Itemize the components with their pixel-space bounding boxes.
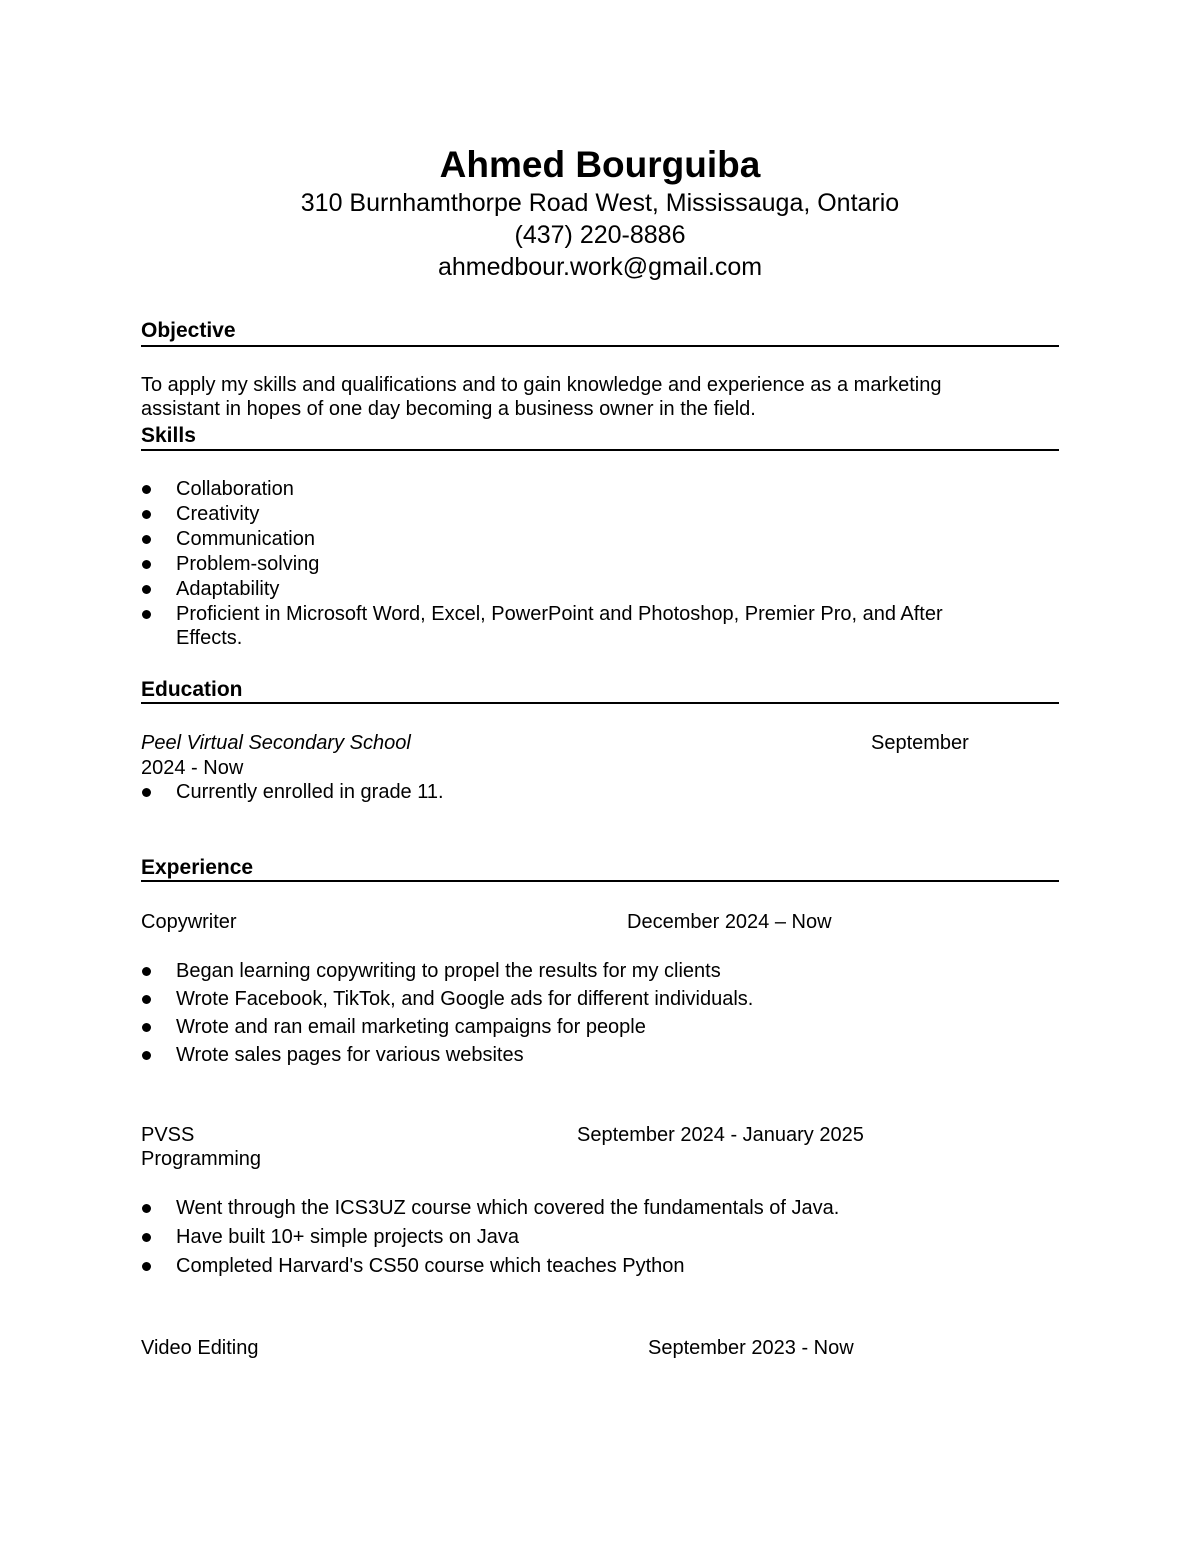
bullet-icon: [142, 1023, 151, 1032]
section-heading-experience: Experience: [141, 856, 254, 879]
job-item: Completed Harvard's CS50 course which teaches Python: [176, 1255, 685, 1277]
bullet-icon: [142, 967, 151, 976]
job-item: Wrote sales pages for various websites: [176, 1044, 524, 1066]
section-heading-skills: Skills: [141, 424, 196, 447]
job-item: Went through the ICS3UZ course which covered the fundamentals of Java.: [176, 1197, 840, 1219]
job-dates: September 2023 - Now: [648, 1337, 854, 1359]
job-dates: September 2024 - January 2025: [577, 1124, 864, 1146]
school-name: Peel Virtual Secondary School: [141, 732, 411, 754]
skill-item: Communication: [176, 528, 315, 550]
section-divider: [141, 702, 1059, 704]
bullet-icon: [142, 1233, 151, 1242]
job-item: Wrote and ran email marketing campaigns for people: [176, 1016, 646, 1038]
job-dates: December 2024 – Now: [627, 911, 832, 933]
skill-item-continuation: Effects.: [176, 627, 243, 649]
phone-number: (437) 220-8886: [514, 221, 686, 249]
bullet-icon: [142, 1204, 151, 1213]
job-subtitle: Programming: [141, 1148, 262, 1170]
job-item: Began learning copywriting to propel the results for my clients: [176, 960, 721, 982]
section-heading-education: Education: [141, 678, 243, 701]
bullet-icon: [142, 610, 151, 619]
skill-item: Problem-solving: [176, 553, 320, 575]
education-date-end: 2024 - Now: [141, 757, 244, 779]
bullet-icon: [142, 560, 151, 569]
bullet-icon: [142, 1262, 151, 1271]
resume-name: Ahmed Bourguiba: [439, 144, 761, 185]
job-title: Copywriter: [141, 911, 237, 933]
objective-line-2: assistant in hopes of one day becoming a business owner in the field.: [141, 398, 756, 420]
education-date-start: September: [871, 732, 969, 754]
skill-item: Collaboration: [176, 478, 294, 500]
bullet-icon: [142, 788, 151, 797]
section-heading-objective: Objective: [141, 319, 236, 342]
job-item: Have built 10+ simple projects on Java: [176, 1226, 519, 1248]
section-divider: [141, 880, 1059, 882]
email-address: ahmedbour.work@gmail.com: [437, 253, 763, 281]
job-title: Video Editing: [141, 1337, 259, 1359]
section-divider: [141, 449, 1059, 451]
address: 310 Burnhamthorpe Road West, Mississauga, Ontario: [300, 189, 900, 217]
bullet-icon: [142, 1051, 151, 1060]
education-item: Currently enrolled in grade 11.: [176, 781, 444, 803]
skill-item: Adaptability: [176, 578, 280, 600]
job-title: PVSS: [141, 1124, 195, 1146]
objective-line-1: To apply my skills and qualifications and to gain knowledge and experience as a marketing: [141, 374, 942, 396]
skill-item: Creativity: [176, 503, 260, 525]
bullet-icon: [142, 995, 151, 1004]
skill-item: Proficient in Microsoft Word, Excel, PowerPoint and Photoshop, Premier Pro, and After: [176, 603, 943, 625]
job-item: Wrote Facebook, TikTok, and Google ads for different individuals.: [176, 988, 754, 1010]
bullet-icon: [142, 535, 151, 544]
section-divider: [141, 345, 1059, 347]
bullet-icon: [142, 585, 151, 594]
bullet-icon: [142, 485, 151, 494]
bullet-icon: [142, 510, 151, 519]
